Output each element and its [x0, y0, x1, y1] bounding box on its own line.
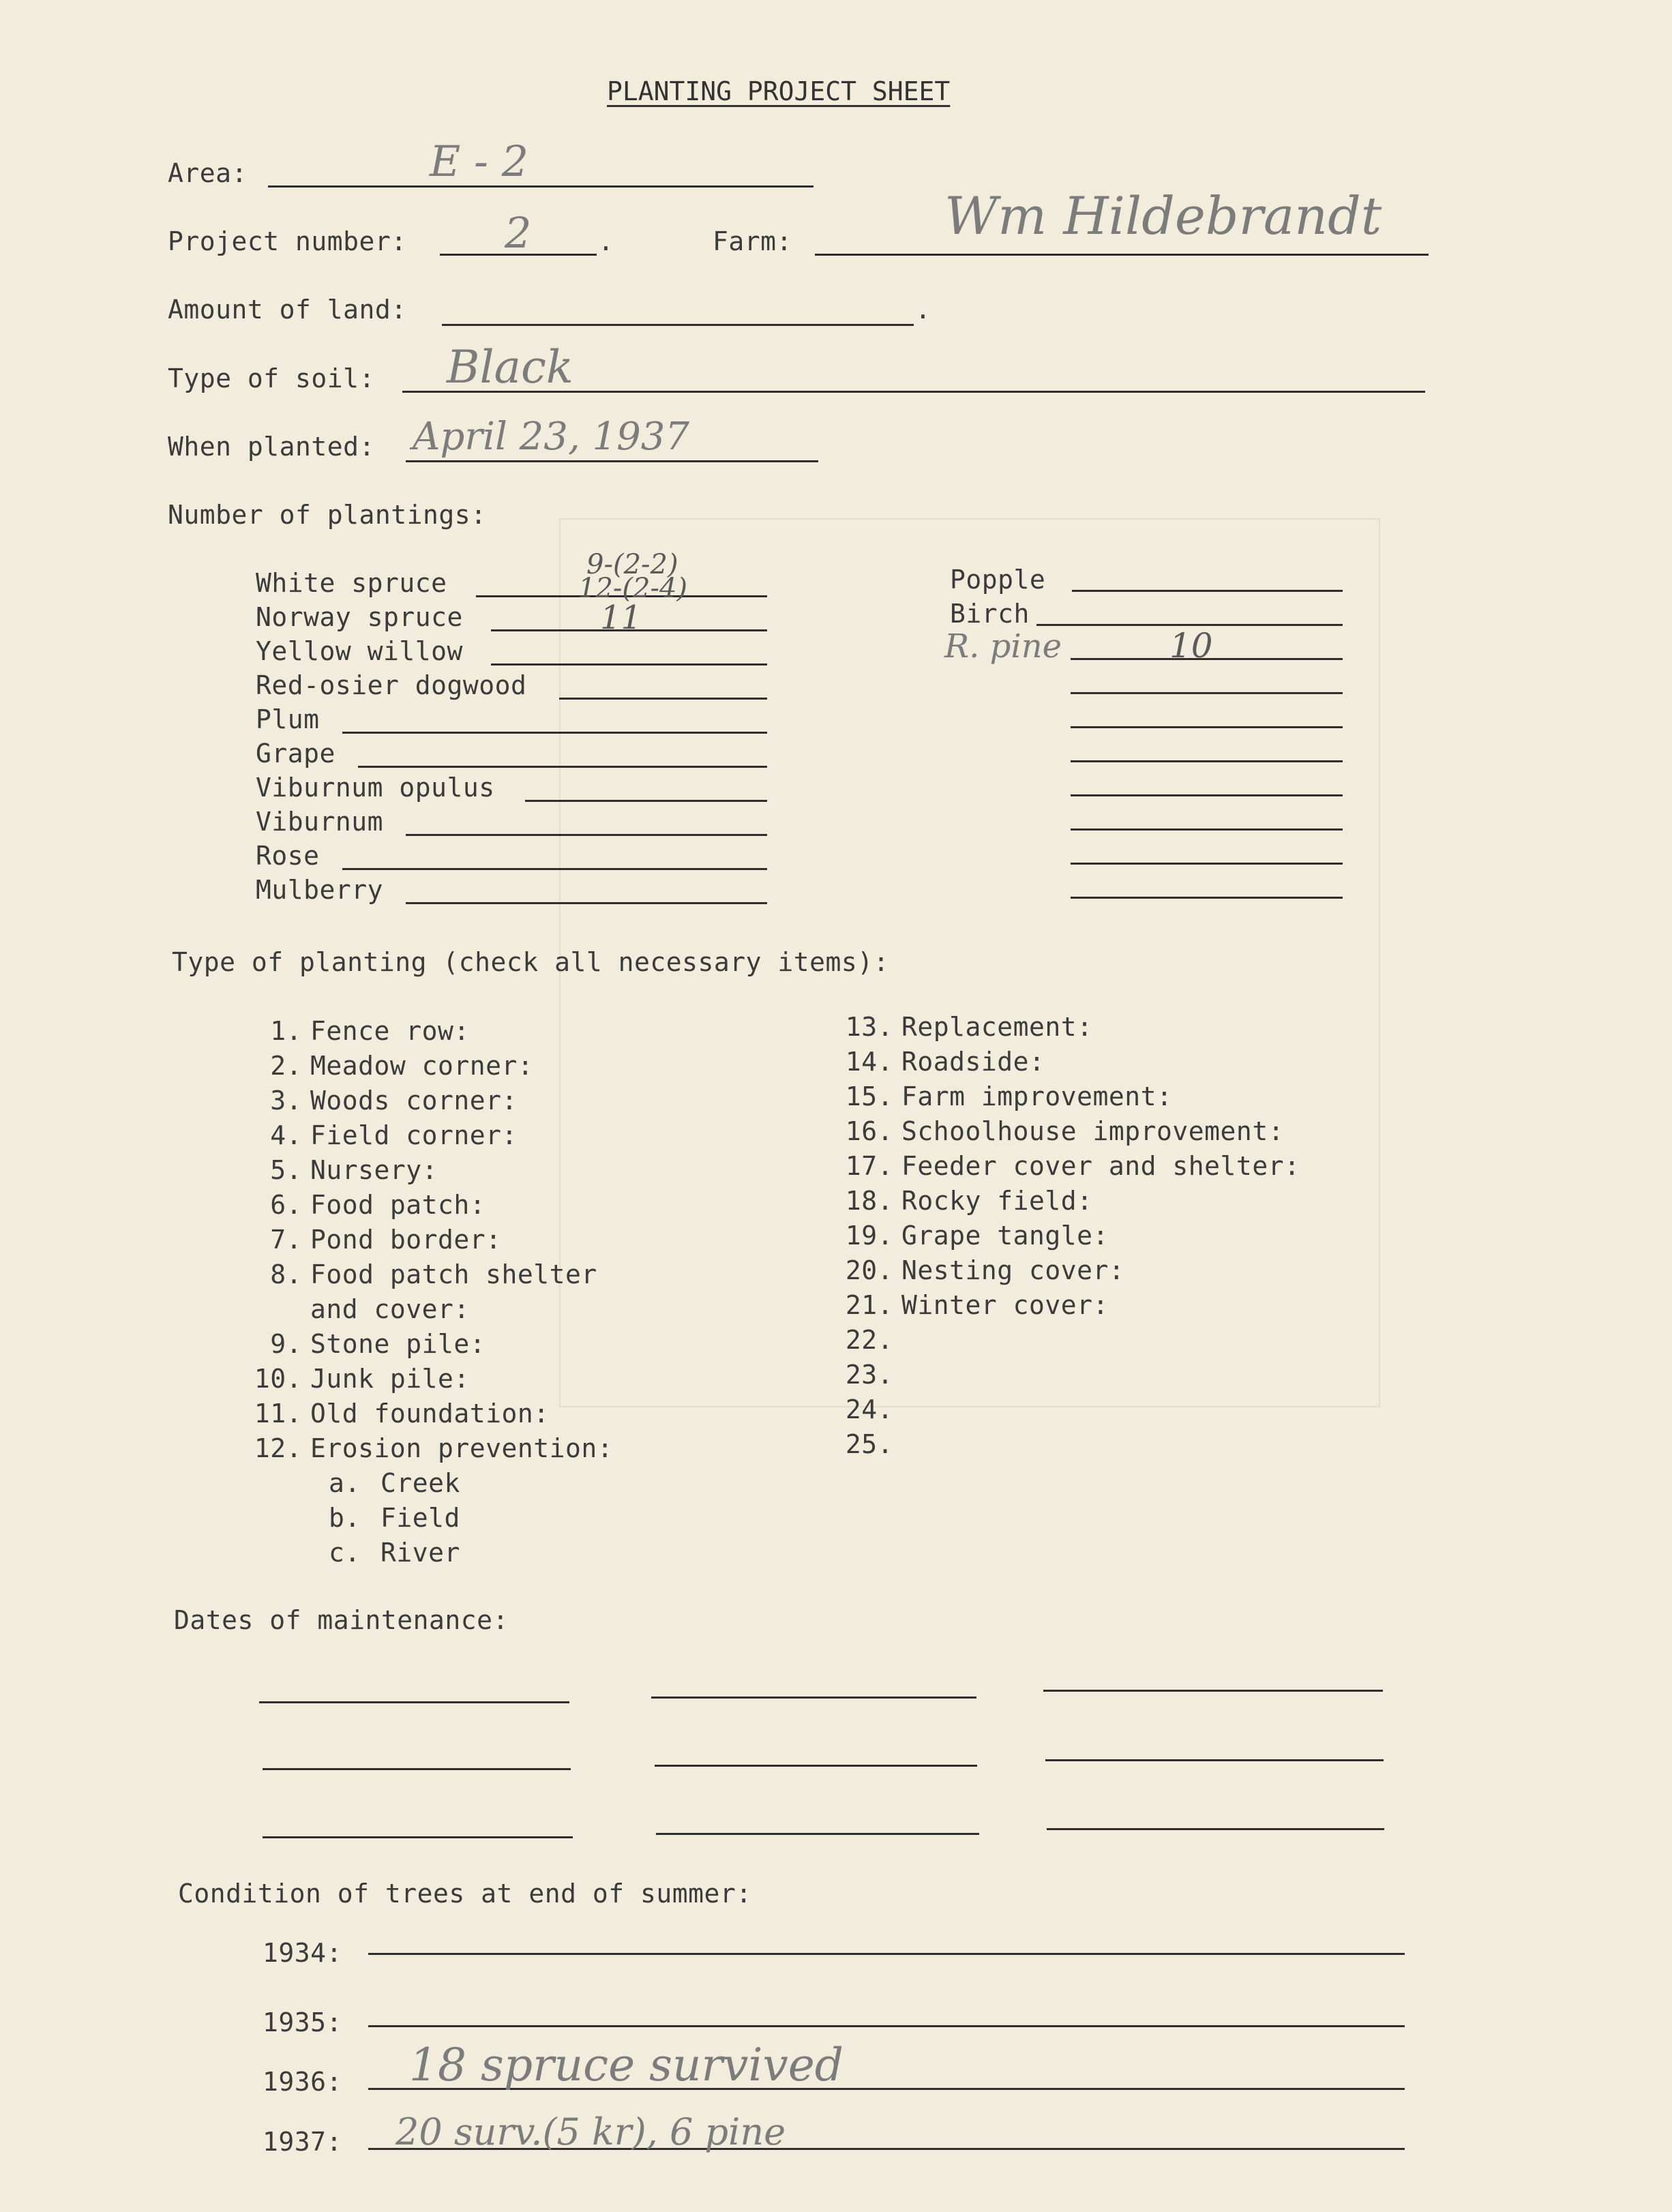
when-planted-line [406, 460, 818, 462]
planting-name: Viburnum opulus [256, 773, 495, 803]
planting-type-item: Old foundation: [310, 1399, 550, 1429]
planting-type-item: Field corner: [310, 1120, 518, 1150]
condition-line [368, 2025, 1405, 2027]
planting-line [406, 902, 767, 904]
maintenance-date-line [1047, 1828, 1384, 1830]
planting-type-sub-item: River [380, 1538, 460, 1568]
planting-type-number: 13. [845, 1012, 893, 1042]
planting-line [406, 834, 767, 836]
planting-value: 10 [1169, 626, 1213, 666]
project-number-period: . [598, 226, 614, 256]
planting-type-item: Grape tangle: [901, 1221, 1109, 1251]
planting-type-item: Feeder cover and shelter: [901, 1151, 1300, 1181]
amount-of-land-period: . [915, 295, 931, 325]
page-title: PLANTING PROJECT SHEET [607, 76, 951, 106]
planting-line [1071, 692, 1343, 694]
planting-type-item: Farm improvement: [901, 1081, 1173, 1111]
condition-line [368, 1953, 1405, 1955]
planting-type-item: Food patch: [310, 1190, 486, 1220]
area-line [268, 185, 813, 188]
planting-line [491, 663, 767, 666]
planting-type-item: Rocky field: [901, 1186, 1093, 1216]
maintenance-date-line [651, 1697, 976, 1699]
planting-line [358, 766, 767, 768]
planting-name: Popple [950, 565, 1046, 595]
when-planted-label: When planted: [168, 432, 375, 462]
planting-line [1071, 828, 1343, 831]
planting-line [1071, 726, 1343, 728]
planting-line [1071, 794, 1343, 796]
planting-type-number: 1. [270, 1016, 302, 1046]
planting-type-sub-item: Field [380, 1503, 460, 1533]
planting-name: White spruce [256, 568, 447, 598]
maintenance-date-line [1045, 1759, 1384, 1761]
planting-type-item: Meadow corner: [310, 1051, 534, 1081]
planting-type-item: Nursery: [310, 1155, 438, 1185]
planting-type-item: Roadside: [901, 1047, 1045, 1077]
planting-type-number: 25. [845, 1429, 893, 1459]
project-number-value: 2 [505, 208, 532, 258]
planting-note: 9-(2-2) [586, 549, 678, 580]
planting-type-number: 22. [845, 1325, 893, 1355]
maintenance-date-line [656, 1833, 979, 1835]
condition-year: 1937: [263, 2127, 342, 2157]
planting-type-sub-number: c. [329, 1538, 361, 1568]
condition-year: 1934: [263, 1938, 342, 1968]
planting-type-item: Winter cover: [901, 1290, 1109, 1320]
amount-of-land-label: Amount of land: [168, 295, 407, 325]
planting-type-item: Replacement: [901, 1012, 1093, 1042]
planting-line [1071, 863, 1343, 865]
planting-type-item: and cover: [310, 1294, 470, 1324]
planting-type-number: 5. [270, 1155, 302, 1185]
type-of-soil-value: Black [447, 341, 573, 393]
area-label: Area: [168, 158, 248, 188]
planting-name: Birch [950, 599, 1030, 629]
number-of-plantings-label: Number of plantings: [168, 500, 487, 530]
planting-line [1071, 760, 1343, 762]
planting-type-number: 7. [270, 1225, 302, 1255]
planting-type-item: Schoolhouse improvement: [901, 1116, 1285, 1146]
area-value: E - 2 [430, 136, 529, 186]
planting-type-number: 2. [270, 1051, 302, 1081]
planting-type-item: Food patch shelter [310, 1259, 597, 1289]
condition-label: Condition of trees at end of summer: [178, 1879, 752, 1909]
planting-name: Viburnum [256, 807, 384, 837]
farm-label: Farm: [713, 226, 792, 256]
planting-name: R. pine [944, 627, 1062, 666]
condition-year: 1935: [263, 2007, 342, 2037]
planting-type-item: Nesting cover: [901, 1255, 1125, 1285]
planting-type-number: 16. [845, 1116, 893, 1146]
maintenance-date-line [263, 1768, 571, 1770]
planting-type-number: 21. [845, 1290, 893, 1320]
planting-name: Red-osier dogwood [256, 670, 527, 700]
planting-name: Mulberry [256, 875, 384, 905]
planting-type-number: 14. [845, 1047, 893, 1077]
planting-type-number: 8. [270, 1259, 302, 1289]
planting-type-number: 3. [270, 1086, 302, 1116]
planting-type-item: Stone pile: [310, 1329, 486, 1359]
planting-type-number: 17. [845, 1151, 893, 1181]
planting-type-number: 10. [254, 1364, 302, 1394]
farm-value: Wm Hildebrandt [944, 185, 1382, 246]
planting-value: 12-(2-4) [578, 573, 688, 604]
maintenance-date-line [1043, 1690, 1383, 1692]
planting-type-number: 23. [845, 1360, 893, 1390]
planting-type-number: 11. [254, 1399, 302, 1429]
planting-type-number: 18. [845, 1186, 893, 1216]
maintenance-date-line [263, 1836, 573, 1838]
when-planted-value: April 23, 1937 [413, 415, 690, 459]
planting-value: 11 [600, 599, 642, 637]
planting-type-item: Pond border: [310, 1225, 502, 1255]
type-of-soil-label: Type of soil: [168, 363, 375, 393]
planting-type-number: 6. [270, 1190, 302, 1220]
planting-name: Rose [256, 841, 320, 871]
planting-type-sub-number: b. [329, 1503, 361, 1533]
maintenance-date-line [259, 1701, 569, 1703]
planting-line [559, 698, 767, 700]
amount-of-land-line [442, 324, 914, 326]
planting-type-number: 20. [845, 1255, 893, 1285]
planting-type-item: Woods corner: [310, 1086, 518, 1116]
planting-line [342, 868, 767, 870]
planting-type-sub-number: a. [329, 1468, 361, 1498]
farm-line [815, 254, 1429, 256]
planting-type-item: Erosion prevention: [310, 1433, 614, 1463]
condition-value: 18 spruce survived [409, 2039, 844, 2091]
planting-name: Norway spruce [256, 602, 463, 632]
planting-type-number: 19. [845, 1221, 893, 1251]
planting-type-number: 4. [270, 1120, 302, 1150]
type-of-planting-label: Type of planting (check all necessary items): [172, 947, 890, 977]
planting-name: Yellow willow [256, 636, 463, 666]
condition-value: 20 surv.(5 kr), 6 pine [395, 2110, 786, 2153]
planting-name: Plum [256, 704, 320, 734]
planting-line [1072, 590, 1343, 592]
planting-type-number: 15. [845, 1081, 893, 1111]
condition-year: 1936: [263, 2067, 342, 2097]
planting-line [1071, 897, 1343, 899]
planting-type-item: Junk pile: [310, 1364, 470, 1394]
dates-of-maintenance-label: Dates of maintenance: [174, 1605, 509, 1635]
maintenance-date-line [655, 1765, 977, 1767]
planting-line [342, 732, 767, 734]
planting-line [525, 800, 767, 802]
planting-type-sub-item: Creek [380, 1468, 460, 1498]
planting-type-number: 24. [845, 1394, 893, 1424]
planting-type-number: 9. [270, 1329, 302, 1359]
planting-type-number: 12. [254, 1433, 302, 1463]
planting-name: Grape [256, 738, 335, 768]
project-number-label: Project number: [168, 226, 407, 256]
planting-type-item: Fence row: [310, 1016, 470, 1046]
